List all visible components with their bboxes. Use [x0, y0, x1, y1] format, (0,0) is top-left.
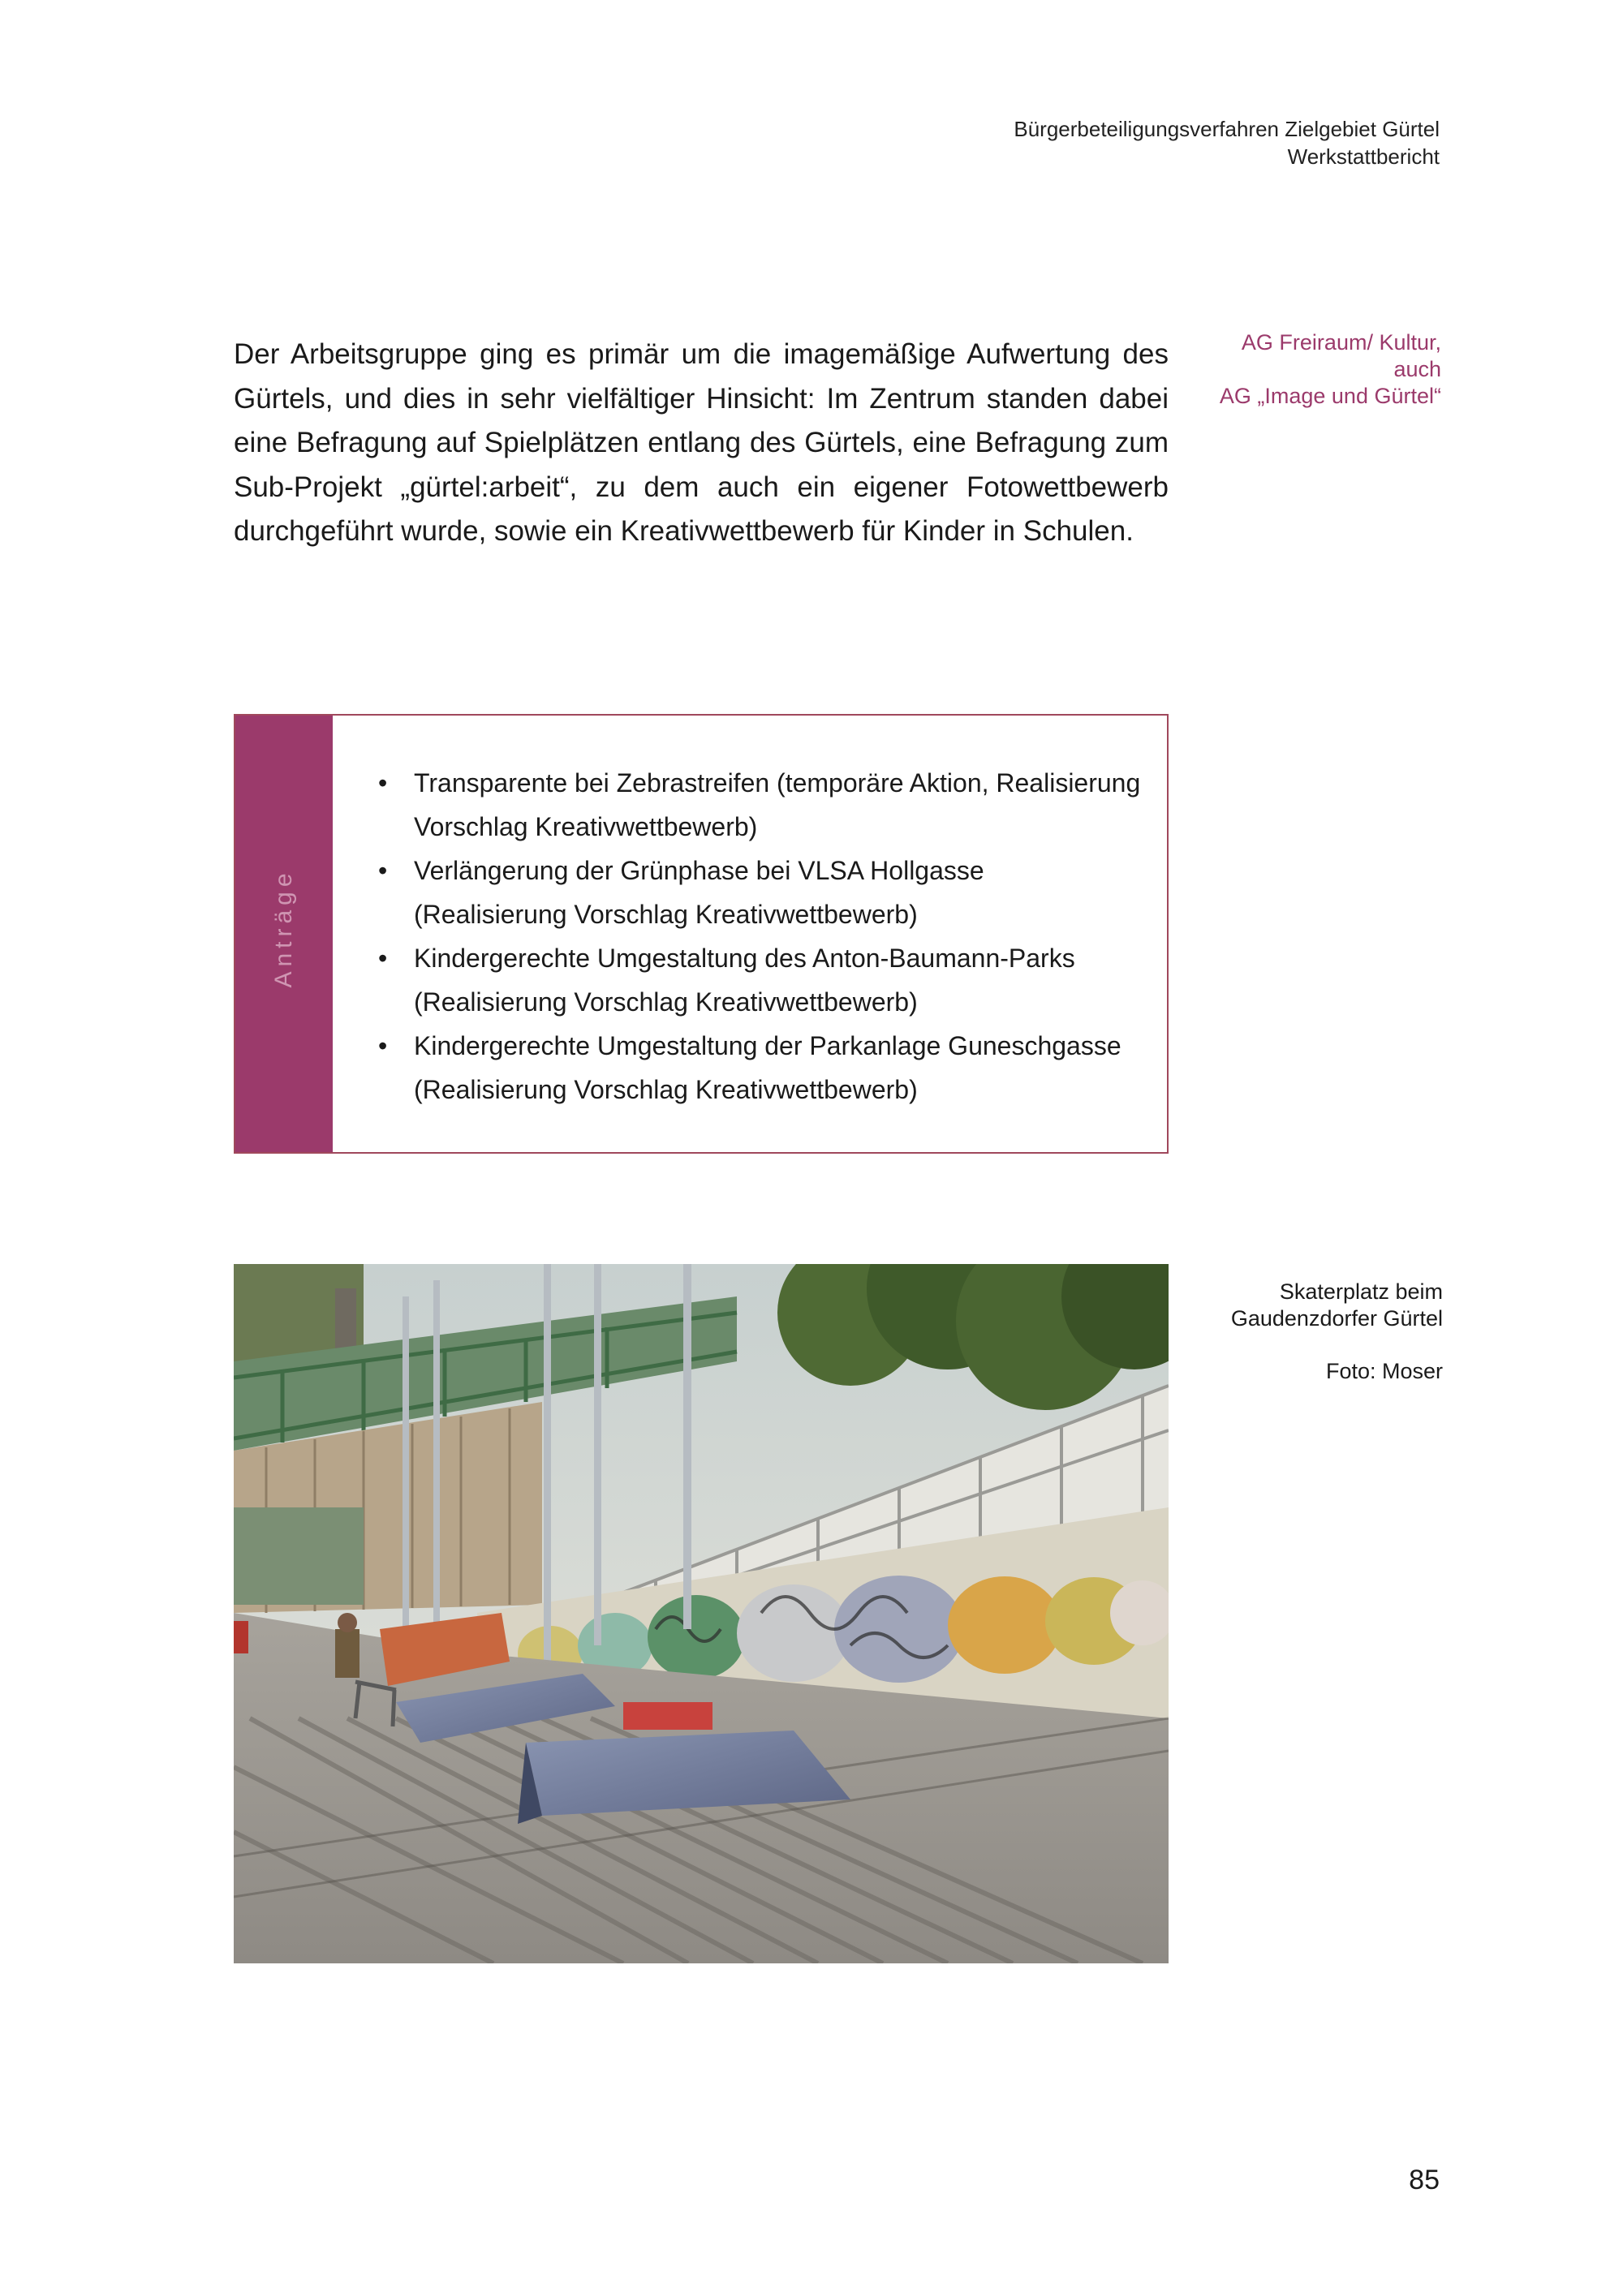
list-item: [378, 936, 1141, 1024]
bullet-icon: •: [378, 856, 388, 885]
margin-note-line-3: AG „Image und Gürtel“: [1219, 384, 1441, 408]
photo-credit: Foto: Moser: [1325, 1359, 1443, 1383]
caption-line-1: Skaterplatz beim: [1279, 1279, 1443, 1304]
bullet-icon: •: [378, 768, 388, 798]
page-number: 85: [1409, 2165, 1440, 2195]
list-item-text: Kindergerechte Umgestaltung des Anton-Baumann-Parks (Realisierung Vorschlag Kreativwettbewerb): [414, 944, 1075, 1017]
skatepark-photo: [234, 1264, 1169, 1963]
list-item-text: Transparente bei Zebrastreifen (temporäre Aktion, Realisierung Vorschlag Kreativwettbewerb): [414, 768, 1141, 841]
list-item: [378, 1024, 1141, 1111]
list-item: [378, 849, 1141, 936]
margin-note-line-1: AG Freiraum/ Kultur,: [1241, 330, 1441, 355]
caption-line-2: Gaudenzdorfer Gürtel: [1230, 1306, 1443, 1331]
antraege-label: Anträge: [270, 868, 297, 988]
bullet-icon: •: [378, 1031, 388, 1060]
header-subtitle: Werkstattbericht: [1287, 144, 1440, 169]
margin-note: [1220, 329, 1441, 410]
antraege-box: [234, 714, 1169, 1154]
antraege-list: [378, 761, 1141, 1111]
photo-caption: [1231, 1279, 1443, 1385]
list-item-text: Kindergerechte Umgestaltung der Parkanlage Guneschgasse (Realisierung Vorschlag Kreativwettbewerb): [414, 1031, 1121, 1104]
intro-paragraph: Der Arbeitsgruppe ging es primär um die imagemäßige Aufwertung des Gürtels, und dies in sehr vielfältiger Hinsicht: Im Zentrum standen dabei eine Befragung auf Spielplätzen entlang des Gürtels, eine Befragung zum Sub-Projekt „gürtel:arbeit“, zu dem auch ein eigener Fotowettbewerb durchgeführt wurde, sowie ein Kreativwettbewerb für Kinder in Schulen.: [234, 338, 1169, 547]
list-item: [378, 761, 1141, 849]
margin-note-line-2: auch: [1393, 357, 1441, 381]
header-title: Bürgerbeteiligungsverfahren Zielgebiet Gürtel: [1014, 117, 1440, 141]
running-header: [1014, 115, 1440, 170]
skatepark-illustration: [234, 1264, 1169, 1963]
antraege-band: [235, 716, 333, 1152]
list-item-text: Verlängerung der Grünphase bei VLSA Hollgasse (Realisierung Vorschlag Kreativwettbewerb): [414, 856, 984, 929]
bullet-icon: •: [378, 944, 388, 973]
